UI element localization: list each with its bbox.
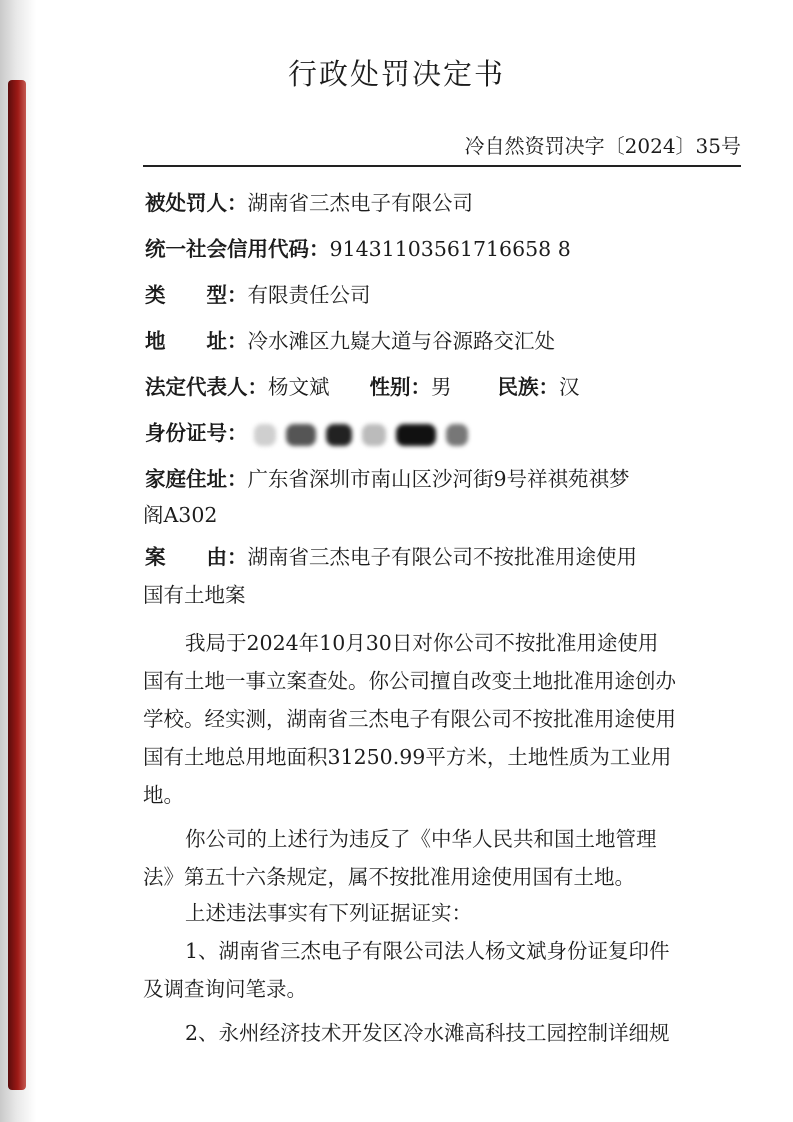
header-divider (143, 165, 741, 167)
body-p3: 上述违法事实有下列证据证实： (185, 901, 472, 925)
id-row (145, 416, 745, 446)
document-number: 冷自然资罚决字〔2024〕35号 (464, 134, 741, 158)
case-row (145, 540, 745, 570)
document-title: 行政处罚决定书 (287, 57, 505, 91)
body-p1-line5: 地。 (143, 783, 184, 807)
type-row (145, 278, 745, 308)
body-p2-line1: 你公司的上述行为违反了《中华人民共和国土地管理 (185, 827, 657, 851)
home-address-row (145, 462, 745, 492)
legal-rep-row (145, 370, 745, 400)
address-value: 冷水滩区九嶷大道与谷源路交汇处 (247, 329, 555, 353)
respondent-row (145, 186, 745, 216)
body-p1-line1: 我局于2024年10月30日对你公司不按批准用途使用 (185, 631, 659, 655)
body-p2-line2: 法》第五十六条规定，属不按批准用途使用国有土地。 (143, 865, 635, 889)
legal-rep-label: 法定代表人： (145, 375, 268, 399)
ethnicity-value: 汉 (559, 375, 580, 399)
credit-code-row (145, 232, 745, 262)
redacted-id (254, 421, 478, 445)
body-p1-line3: 学校。经实测，湖南省三杰电子有限公司不按批准用途使用 (143, 707, 676, 731)
gender-label: 性别： (369, 375, 431, 399)
id-label: 身份证号： (145, 421, 248, 445)
legal-rep-value: 杨文斌 (268, 375, 330, 399)
evidence-item2-line1: 2、永州经济技术开发区冷水滩高科技工园控制详细规 (185, 1021, 670, 1045)
ethnicity-label: 民族： (497, 375, 559, 399)
respondent-value: 湖南省三杰电子有限公司 (247, 191, 473, 215)
case-line2: 国有土地案 (143, 583, 246, 607)
evidence-item1-line1: 1、湖南省三杰电子有限公司法人杨文斌身份证复印件 (185, 939, 670, 963)
body-p1-line2: 国有土地一事立案查处。你公司擅自改变土地批准用途创办 (143, 669, 676, 693)
address-label: 地 址： (145, 329, 248, 353)
home-address-line1: 广东省深圳市南山区沙河街9号祥祺苑祺梦 (247, 467, 630, 491)
credit-code-value: 91431103561716658 8 (329, 237, 571, 261)
credit-code-label: 统一社会信用代码： (145, 237, 330, 261)
case-label: 案 由： (145, 545, 248, 569)
gender-value: 男 (431, 375, 452, 399)
red-binding-edge (8, 80, 26, 1090)
evidence-item1-line2: 及调查询问笔录。 (143, 977, 307, 1001)
type-label: 类 型： (145, 283, 248, 307)
case-line1: 湖南省三杰电子有限公司不按批准用途使用 (247, 545, 637, 569)
address-row (145, 324, 745, 354)
home-label: 家庭住址： (145, 467, 248, 491)
home-address-line2: 阁A302 (143, 503, 218, 527)
body-p1-line4: 国有土地总用地面积31250.99平方米，土地性质为工业用 (143, 745, 672, 769)
respondent-label: 被处罚人： (145, 191, 248, 215)
type-value: 有限责任公司 (247, 283, 371, 307)
